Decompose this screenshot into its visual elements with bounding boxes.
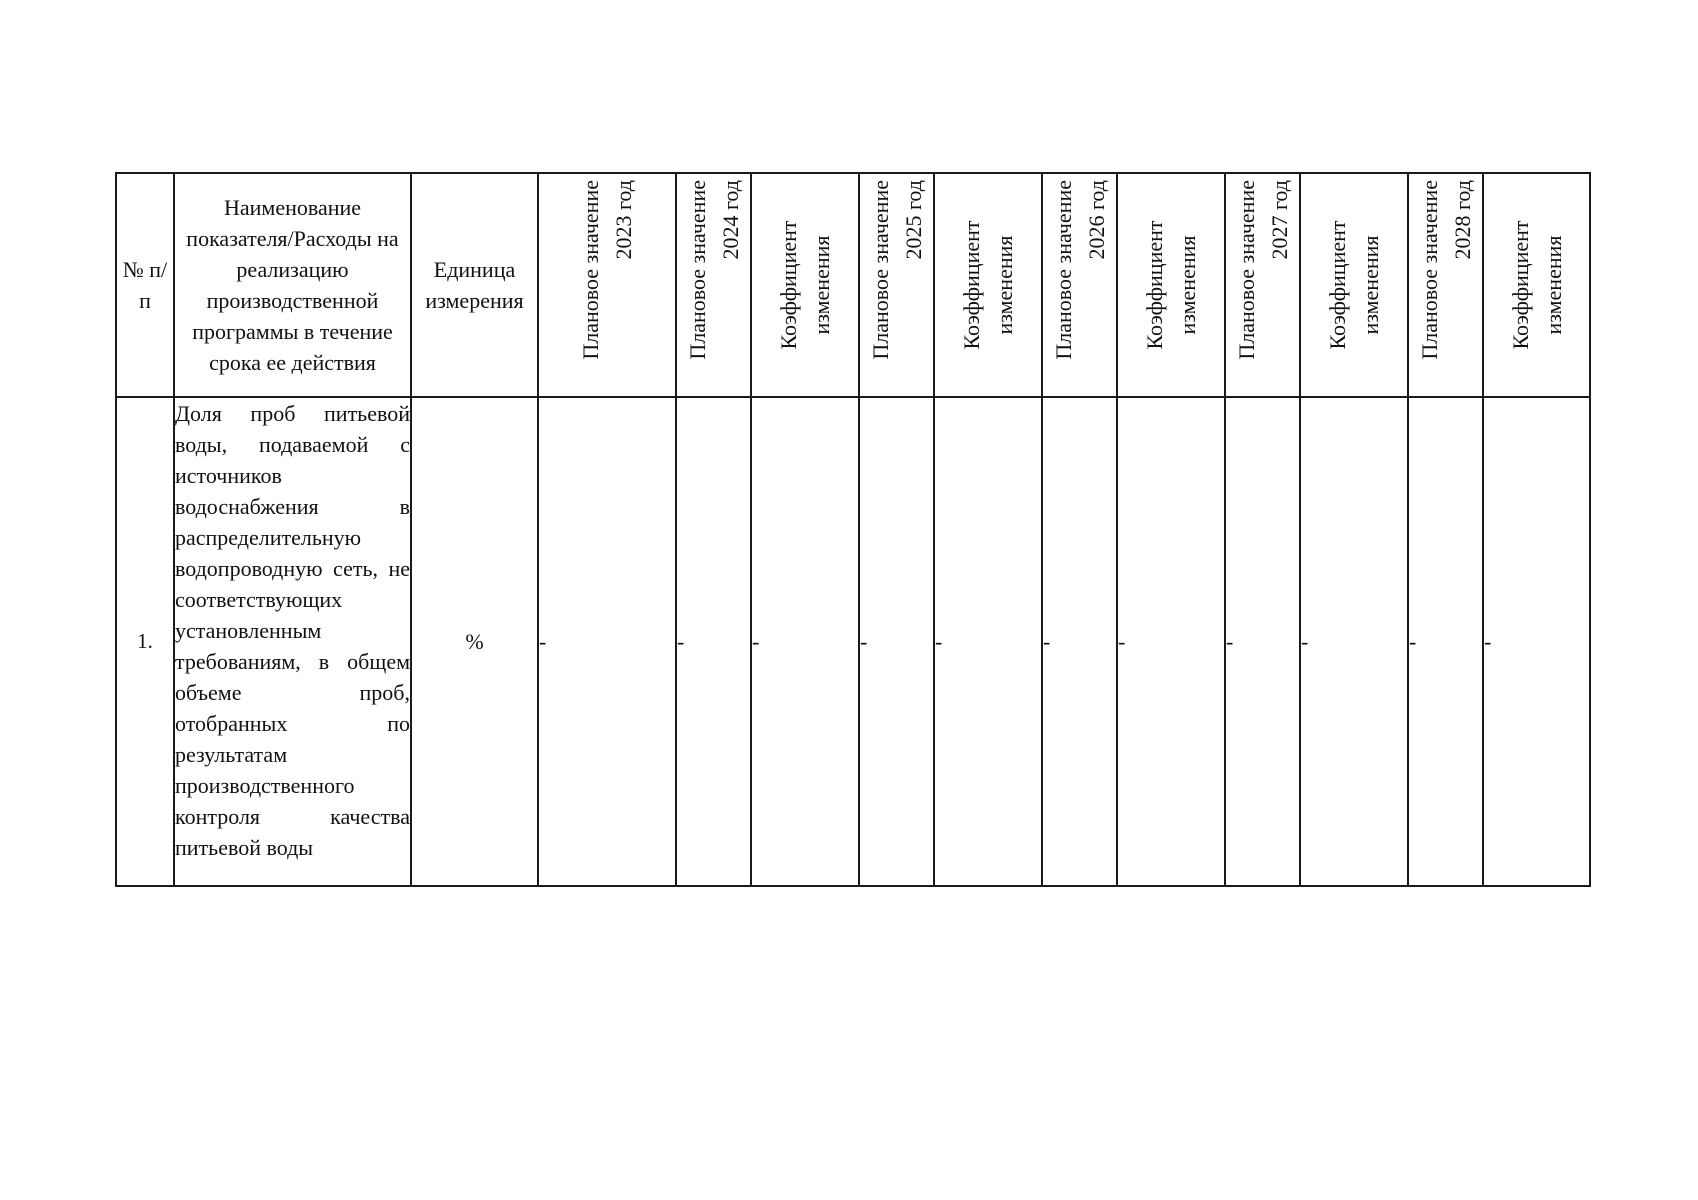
header-coef-1 xyxy=(751,173,859,397)
header-plan-2025-label: Плановое значение 2025 год xyxy=(867,180,926,360)
unit-value: % xyxy=(411,397,538,886)
value-plan-2026: - xyxy=(1042,397,1117,886)
value-coef-2: - xyxy=(934,397,1042,886)
header-name: Наименование показателя/Расходы на реализацию производственной программы в течение срока ее действия xyxy=(174,173,411,397)
header-coef-1-label: Коэффициент изменения xyxy=(776,220,834,350)
header-plan-2023 xyxy=(538,173,676,397)
header-coef-3 xyxy=(1117,173,1225,397)
header-coef-5 xyxy=(1483,173,1590,397)
header-coef-2 xyxy=(934,173,1042,397)
header-plan-2027 xyxy=(1225,173,1300,397)
indicator-name: Доля проб питьевой воды, подаваемой с источников водоснабжения в распределительную водопроводную сеть, не соответствующих установленным требованиям, в общем объеме проб, отобранных по результатам производственного контроля качества питьевой воды xyxy=(174,397,411,886)
header-unit: Единица измерения xyxy=(411,173,538,397)
header-coef-5-label: Коэффициент изменения xyxy=(1507,220,1566,350)
header-plan-2028-label: Плановое значение 2028 год xyxy=(1416,180,1475,360)
header-plan-2023-label: Плановое значение 2023 год xyxy=(578,180,636,360)
header-num: № п/п xyxy=(116,173,174,397)
header-plan-2024-label: Плановое значение 2024 год xyxy=(684,180,743,360)
value-coef-4: - xyxy=(1300,397,1408,886)
header-row xyxy=(116,173,1590,397)
header-plan-2025 xyxy=(859,173,934,397)
header-plan-2028 xyxy=(1408,173,1483,397)
value-plan-2023: - xyxy=(538,397,676,886)
value-plan-2028: - xyxy=(1408,397,1483,886)
value-coef-5: - xyxy=(1483,397,1590,886)
value-plan-2027: - xyxy=(1225,397,1300,886)
header-plan-2026 xyxy=(1042,173,1117,397)
header-coef-4 xyxy=(1300,173,1408,397)
header-coef-3-label: Коэффициент изменения xyxy=(1142,220,1200,350)
header-plan-2026-label: Плановое значение 2026 год xyxy=(1050,180,1109,360)
header-coef-4-label: Коэффициент изменения xyxy=(1325,220,1383,350)
header-plan-2024 xyxy=(676,173,751,397)
value-plan-2024: - xyxy=(676,397,751,886)
row-number: 1. xyxy=(116,397,174,886)
header-plan-2027-label: Плановое значение 2027 год xyxy=(1233,180,1292,360)
table-row xyxy=(116,397,1590,886)
value-coef-3: - xyxy=(1117,397,1225,886)
indicators-table xyxy=(115,172,1591,887)
value-coef-1: - xyxy=(751,397,859,886)
value-plan-2025: - xyxy=(859,397,934,886)
header-coef-2-label: Коэффициент изменения xyxy=(959,220,1017,350)
